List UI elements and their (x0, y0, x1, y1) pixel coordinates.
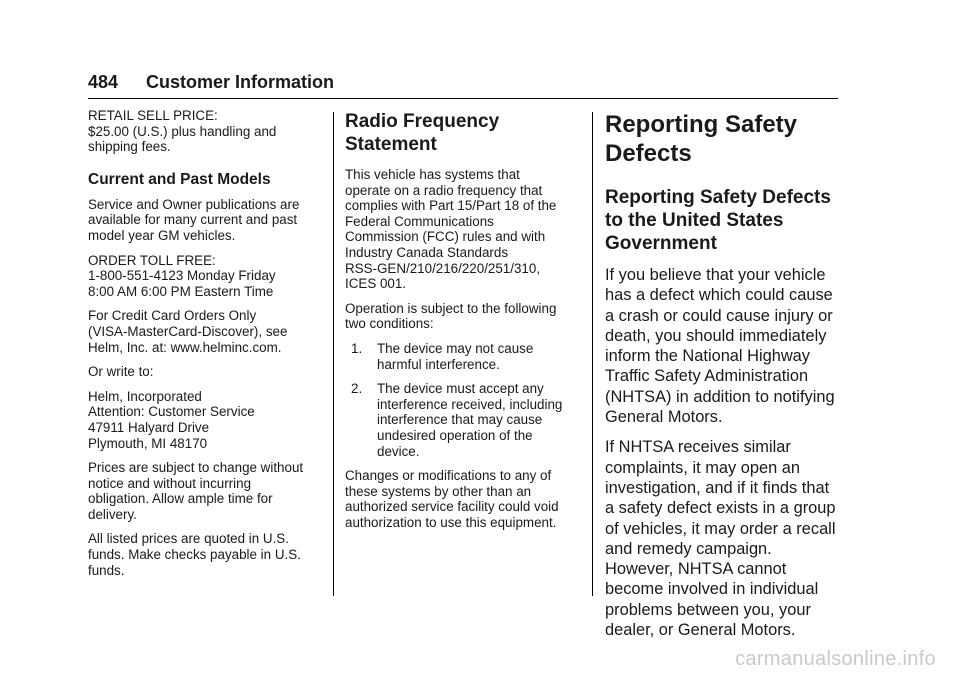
text-line: 8:00 AM 6:00 PM Eastern Time (88, 283, 274, 299)
text-line: become involved in individual (605, 580, 819, 599)
text-line: harmful interference. (377, 356, 500, 372)
list-item (345, 381, 581, 459)
prices-change-paragraph (88, 460, 324, 522)
write-to-paragraph (88, 364, 324, 380)
text-line: All listed prices are quoted in U.S. (88, 531, 289, 547)
text-line: dealer, or General Motors. (605, 621, 796, 640)
text-line: The device may not cause (377, 340, 534, 356)
text-line: Defects (605, 140, 692, 167)
radio-system-paragraph (345, 167, 581, 292)
text-line: Attention: Customer Service (88, 404, 255, 420)
text-line: operate on a radio frequency that (345, 182, 543, 198)
text-line: a crash or could cause injury or (605, 306, 833, 325)
text-line: However, NHTSA cannot (605, 560, 787, 579)
text-line: device. (377, 443, 420, 459)
credit-card-paragraph (88, 308, 324, 355)
text-line: ICES 001. (345, 276, 407, 292)
text-line: Reporting Safety Defects (605, 187, 831, 208)
text-line: delivery. (88, 506, 137, 522)
text-line: Federal Communications (345, 213, 494, 229)
text-line: If NHTSA receives similar (605, 438, 791, 457)
current-past-models-heading: Current and Past Models (88, 170, 271, 188)
list-item (345, 341, 581, 372)
order-toll-free-paragraph (88, 253, 324, 300)
text-line: shipping fees. (88, 139, 171, 155)
text-line: and remedy campaign. (605, 539, 772, 558)
text-line: model year GM vehicles. (88, 227, 236, 243)
page-header (88, 70, 838, 98)
text-line: interference that may cause (377, 412, 543, 428)
retail-price-paragraph (88, 108, 324, 155)
nhtsa-complaints-paragraph (605, 437, 841, 640)
text-line: Prices are subject to change without (88, 460, 304, 476)
column-divider-2 (592, 112, 593, 596)
watermark: carmanualsonline.info (735, 648, 936, 670)
text-line: investigation, and if it finds that (605, 478, 830, 497)
publications-paragraph (88, 197, 324, 244)
text-line: The device must accept any (377, 381, 544, 397)
text-line: a safety defect exists in a group (605, 499, 836, 518)
modifications-paragraph (345, 468, 581, 530)
text-line: Changes or modifications to any of (345, 468, 552, 484)
text-line: (NHTSA) in addition to notifying (605, 387, 835, 406)
column-customer-info (88, 108, 324, 587)
text-line: RETAIL SELL PRICE: (88, 108, 218, 123)
text-line: RSS-GEN/210/216/220/251/310, (345, 260, 541, 276)
text-line: Industry Canada Standards (345, 244, 509, 260)
text-line: Helm, Incorporated (88, 388, 202, 404)
text-line: Radio Frequency (345, 111, 500, 132)
conditions-list (345, 341, 581, 459)
text-line: interference received, including (377, 396, 563, 412)
text-line: If you believe that your vehicle (605, 266, 826, 284)
text-line: two conditions: (345, 316, 434, 332)
believe-defect-paragraph (605, 265, 841, 427)
column-radio-frequency (345, 108, 581, 539)
reporting-safety-defects-heading (605, 110, 841, 168)
text-line: Plymouth, MI 48170 (88, 435, 208, 451)
text-line: death, you should immediately (605, 326, 827, 345)
column-divider-1 (333, 112, 334, 596)
text-line: (VISA-MasterCard-Discover), see (88, 323, 288, 339)
text-line: General Motors. (605, 408, 723, 427)
text-line: complaints, it may open an (605, 458, 800, 477)
address-paragraph (88, 389, 324, 451)
list-item-number: 2. (351, 381, 363, 397)
text-line: problems between you, your (605, 600, 811, 619)
text-line: has a defect which could cause (605, 286, 833, 305)
text-line: Government (605, 233, 717, 254)
text-line: 1-800-551-4123 Monday Friday (88, 268, 276, 284)
text-line: ORDER TOLL FREE: (88, 252, 216, 268)
page-title: Customer Information (146, 72, 335, 92)
page-number: 484 (88, 72, 119, 92)
text-line: Commission (FCC) rules and with (345, 229, 546, 245)
text-line: authorized service facility could void (345, 499, 559, 515)
text-line: obligation. Allow ample time for (88, 491, 273, 507)
list-item-number: 1. (351, 340, 363, 356)
text-line: authorization to use this equipment. (345, 514, 557, 530)
text-line: 47911 Halyard Drive (88, 419, 210, 435)
text-line: funds. Make checks payable in U.S. (88, 547, 301, 563)
text-line: funds. (88, 562, 125, 578)
text-line: to the United States (605, 210, 784, 231)
funds-paragraph (88, 531, 324, 578)
list-item-text (377, 381, 581, 459)
text-line: For Credit Card Orders Only (88, 308, 257, 324)
text-line: $25.00 (U.S.) plus handling and (88, 123, 277, 139)
text-line: Traffic Safety Administration (605, 367, 809, 386)
text-line: Helm, Inc. at: www.helminc.com. (88, 339, 282, 355)
us-government-subheading (605, 186, 841, 255)
text-line: undesired operation of the (377, 427, 533, 443)
text-line: of vehicles, it may order a recall (605, 519, 836, 538)
radio-frequency-heading (345, 110, 581, 156)
text-line: notice and without incurring (88, 475, 252, 491)
text-line: these systems by other than an (345, 483, 532, 499)
text-line: Service and Owner publications are (88, 196, 300, 212)
text-line: Or write to: (88, 364, 154, 380)
text-line: available for many current and past (88, 212, 298, 228)
text-line: This vehicle has systems that (345, 167, 520, 182)
text-line: inform the National Highway (605, 347, 810, 366)
text-line: Statement (345, 134, 437, 155)
text-line: Operation is subject to the following (345, 300, 557, 316)
text-line: Reporting Safety (605, 111, 798, 138)
column-safety-defects (605, 108, 841, 650)
text-line: complies with Part 15/Part 18 of the (345, 198, 557, 214)
conditions-paragraph (345, 301, 581, 332)
list-item-text (377, 341, 581, 372)
header-rule (88, 98, 838, 99)
